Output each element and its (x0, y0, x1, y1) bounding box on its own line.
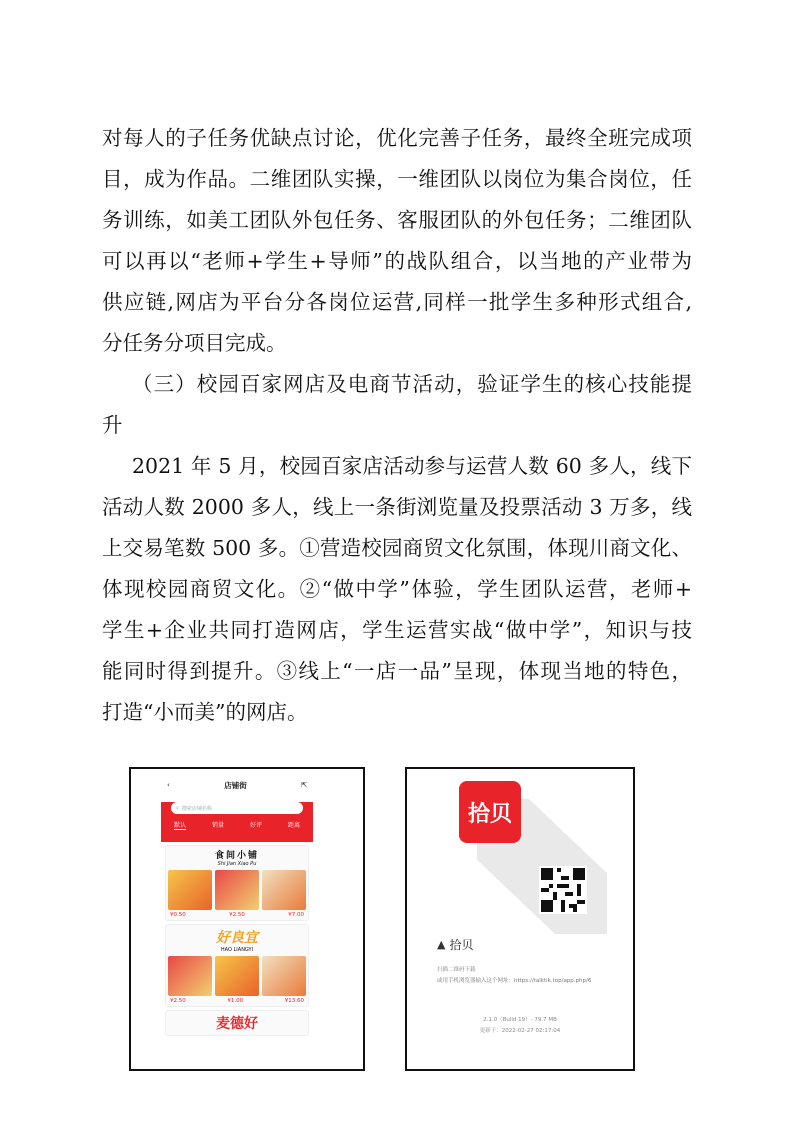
app-name: 拾贝 (449, 938, 474, 952)
text-line: 供应链,网店为平台分各岗位运营,同样一批学生多种形式组合, (102, 290, 692, 314)
price-row (168, 996, 306, 1004)
store-card[interactable] (165, 1010, 309, 1036)
product-image[interactable] (168, 870, 212, 910)
paragraph-2 (102, 446, 692, 733)
store-card[interactable] (165, 924, 309, 1007)
product-row (168, 956, 306, 996)
tab-sales[interactable]: 销量 (211, 822, 224, 829)
qr-code-icon (539, 866, 587, 914)
store-subtitle: Shi Jian Xiao Pu (217, 861, 257, 867)
store-name: 食间小铺 (214, 851, 259, 861)
figure-app-download (405, 767, 635, 1071)
search-icon: ⌕ (176, 805, 179, 811)
phone-screenshot (161, 772, 313, 1066)
text-line: 目，成为作品。二维团队实操，一维团队以岗位为集合岗位，任 (102, 167, 692, 191)
app-logo: 拾贝 (459, 781, 521, 843)
scan-hint: 扫描二维码下载 (437, 967, 476, 973)
share-icon[interactable]: ⇱ (301, 781, 307, 789)
store-subtitle: HAO LIANGYI (220, 947, 254, 953)
android-icon: ▲ (437, 938, 446, 951)
product-image[interactable] (262, 870, 306, 910)
price-row (168, 910, 306, 918)
update-time: 更新于：2022-02-27 02:17:04 (479, 1028, 561, 1034)
product-image[interactable] (262, 956, 306, 996)
product-image[interactable] (215, 956, 259, 996)
price: ¥2.50 (229, 912, 245, 918)
paragraph-1 (102, 118, 692, 364)
price: ¥2.50 (170, 998, 186, 1004)
tab-default[interactable]: 默认 (173, 822, 186, 829)
section-heading (102, 364, 692, 446)
chevron-left-icon[interactable]: ‹ (167, 781, 170, 789)
text-line: 体现校园商贸文化。②“做中学”体验，学生团队运营，老师+ (102, 577, 692, 601)
url-hint[interactable]: 或用手机浏览器输入这个网址：https://talktik.top/app.php/6 (437, 978, 592, 984)
text-line: 务训练，如美工团队外包任务、客服团队的外包任务；二维团队 (102, 208, 692, 232)
text-line: 活动人数 2000 多人，线上一条街浏览量及投票活动 3 万多，线 (102, 495, 692, 519)
heading-line: 升 (102, 413, 123, 437)
version-info: 2.1.0（Build 19）- 79.7 MB (483, 1017, 557, 1023)
price: ¥13.60 (284, 998, 304, 1004)
product-row (168, 870, 306, 910)
text-line: 学生+企业共同打造网店，学生运营实战“做中学”，知识与技 (102, 618, 692, 642)
store-card[interactable] (165, 845, 309, 921)
search-placeholder: 搜索店铺名称 (181, 805, 212, 812)
product-image[interactable] (168, 956, 212, 996)
text-line: 可以再以“老师+学生+导师”的战队组合，以当地的产业带为 (102, 249, 692, 273)
sort-tabs (161, 820, 313, 830)
price: ¥0.50 (170, 912, 186, 918)
text-line: 对每人的子任务优缺点讨论，优化完善子任务，最终全班完成项 (102, 126, 692, 150)
text-line: 分任务分项目完成。 (102, 331, 287, 355)
price: ¥1.00 (227, 998, 244, 1004)
price: ¥7.00 (288, 912, 304, 918)
text-line: 能同时得到提升。③线上“一店一品”呈现，体现当地的特色， (102, 659, 692, 683)
text-line: 上交易笔数 500 多。①营造校园商贸文化氛围，体现川商文化、 (102, 536, 692, 560)
app-name-row (437, 936, 473, 953)
store-search-input[interactable] (171, 802, 303, 814)
heading-line: （三）校园百家网店及电商节活动，验证学生的核心技能提 (132, 372, 692, 396)
tab-rating[interactable]: 好评 (249, 822, 262, 829)
product-image[interactable] (215, 870, 259, 910)
store-name: 好良宜 (216, 930, 258, 946)
tab-distance[interactable]: 距离 (287, 822, 300, 829)
phone-title: 店铺街 (224, 780, 247, 790)
phone-red-bar (161, 802, 313, 842)
text-line: 2021 年 5 月，校园百家店活动参与运营人数 60 多人，线下 (132, 454, 692, 478)
store-name: 麦德好 (216, 1016, 258, 1032)
text-line: 打造“小而美”的网店。 (102, 700, 308, 724)
phone-header (161, 772, 313, 798)
figure-store-street (129, 767, 365, 1071)
